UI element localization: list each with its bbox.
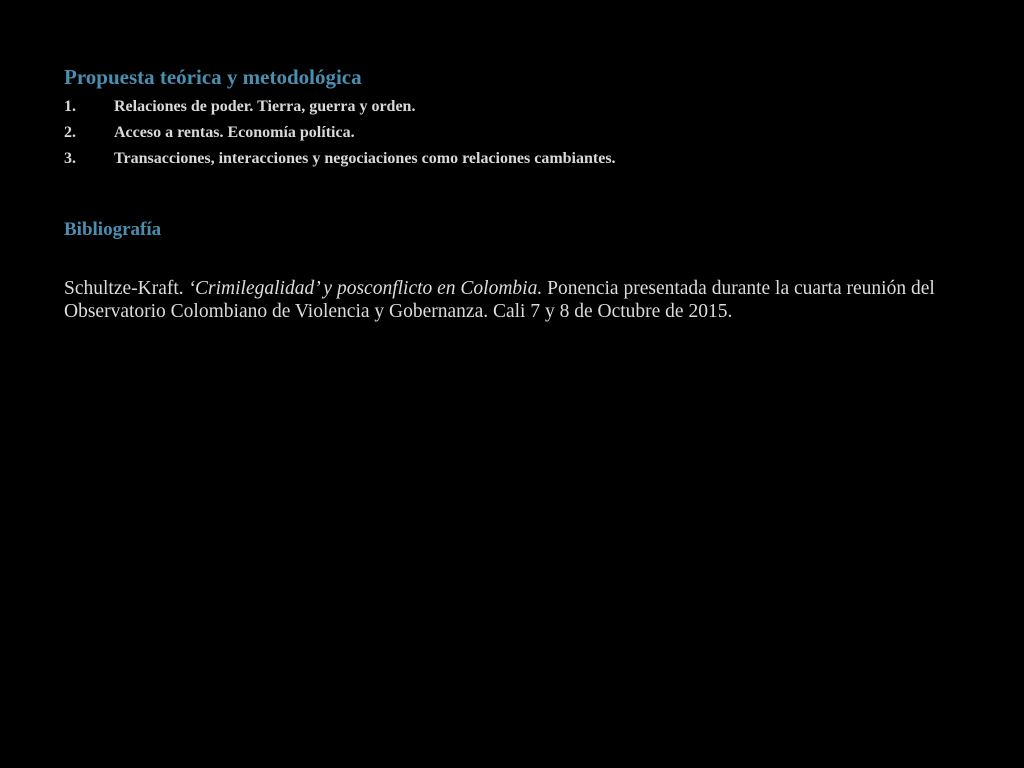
- section-title-propuesta: Propuesta teórica y metodológica: [64, 65, 362, 89]
- list-item: [64, 120, 616, 146]
- list-item-text: Transacciones, interacciones y negociaciones como relaciones cambiantes.: [114, 150, 616, 167]
- list-item: [64, 146, 616, 172]
- propuesta-list: [64, 94, 616, 172]
- list-item-text: Acceso a rentas. Economía política.: [114, 124, 355, 141]
- list-item: [64, 94, 616, 120]
- reference-author: Schultze-Kraft.: [64, 278, 189, 299]
- list-item-number: 2.: [64, 124, 76, 141]
- reference-details: Ponencia presentada durante la cuarta reunión del Observatorio Colombiano de Violencia y Gobernanza. Cali 7 y 8 de Octubre de 2015.: [64, 278, 935, 322]
- list-item-number: 1.: [64, 98, 76, 115]
- list-item-number: 3.: [64, 150, 76, 167]
- bibliography-reference: [64, 277, 944, 323]
- list-item-text: Relaciones de poder. Tierra, guerra y orden.: [114, 98, 416, 115]
- section-title-bibliografia: Bibliografía: [64, 219, 162, 240]
- reference-work-title: ‘Crimilegalidad’ y posconflicto en Colombia.: [188, 278, 543, 299]
